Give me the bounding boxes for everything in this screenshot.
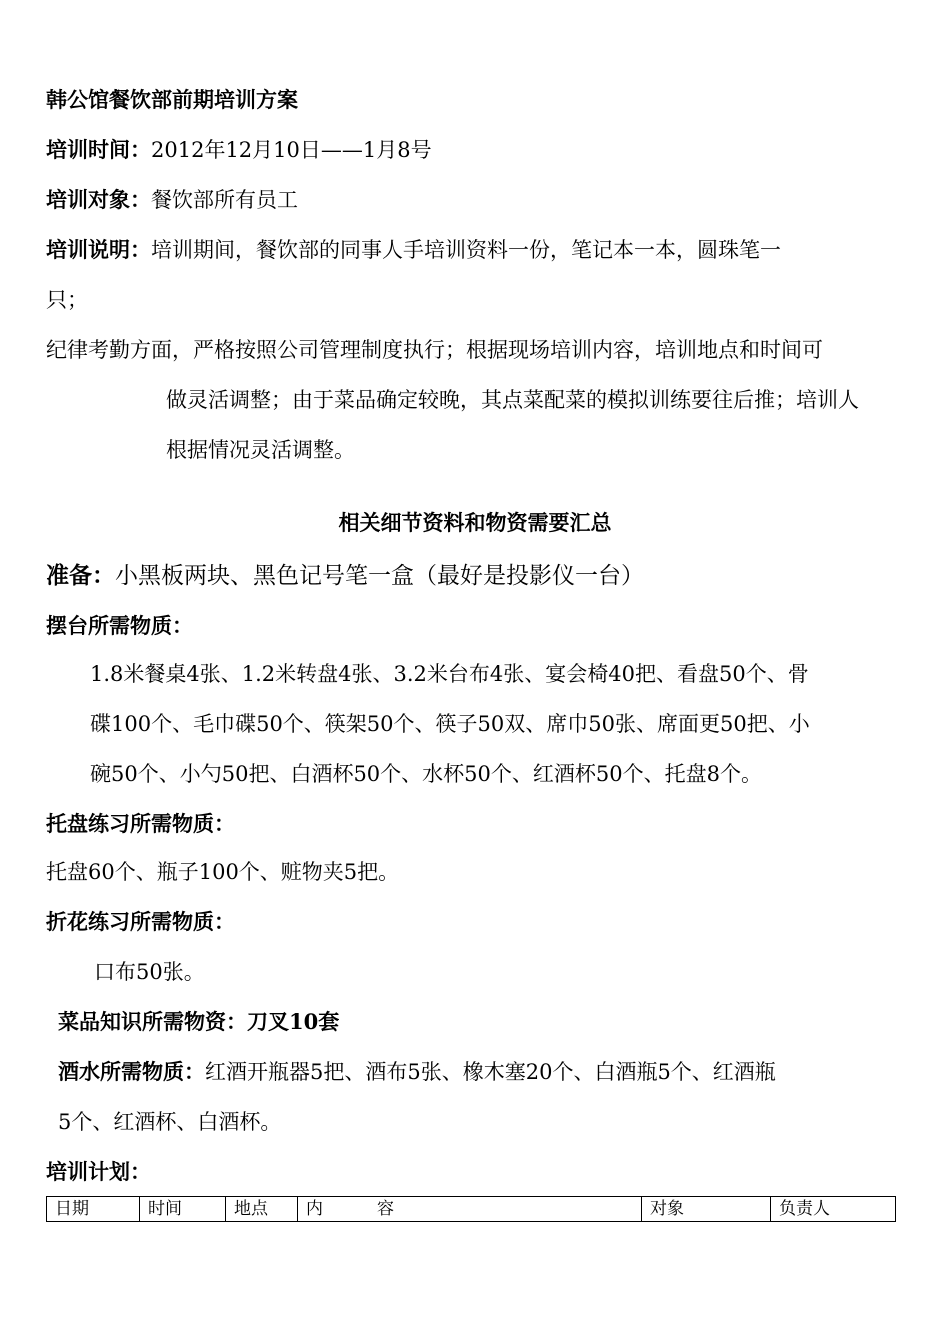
section-title: 相关细节资料和物资需要汇总 — [338, 510, 612, 535]
prepare-label: 准备： — [46, 562, 115, 589]
discipline-line3: 根据情况灵活调整。 — [166, 438, 355, 462]
prepare — [46, 560, 644, 592]
training-time-label: 培训时间： — [46, 137, 151, 162]
header-owner: 负责人 — [771, 1197, 896, 1222]
training-target-label: 培训对象： — [46, 187, 151, 212]
beverage-label: 酒水所需物质： — [58, 1059, 205, 1084]
header-content: 内 容 — [298, 1197, 642, 1222]
training-note-label: 培训说明： — [46, 237, 151, 262]
dish-knowledge: 菜品知识所需物资：刀叉10套 — [58, 1009, 340, 1034]
table-setting-line2: 碟100个、毛巾碟50个、筷架50个、筷子50双、席巾50张、席面更50把、小 — [90, 712, 810, 736]
training-target — [46, 186, 298, 214]
table-setting-line1: 1.8米餐桌4张、1.2米转盘4张、3.2米台布4张、宴会椅40把、看盘50个、骨 — [90, 662, 809, 686]
header-location: 地点 — [226, 1197, 298, 1222]
document-title: 韩公馆餐饮部前期培训方案 — [46, 87, 298, 112]
table-setting-line3: 碗50个、小勺50把、白酒杯50个、水杯50个、红酒杯50个、托盘8个。 — [90, 762, 762, 786]
napkin-folding-value: 口布50张。 — [94, 960, 205, 984]
training-time — [46, 136, 432, 164]
napkin-folding-label: 折花练习所需物质： — [46, 909, 235, 934]
training-note-line1: 培训期间，餐饮部的同事人手培训资料一份，笔记本一本，圆珠笔一 — [151, 238, 781, 262]
plan-label: 培训计划： — [46, 1159, 151, 1184]
beverage-line2: 5个、红酒杯、白酒杯。 — [58, 1110, 282, 1134]
discipline-line2: 做灵活调整；由于菜品确定较晚，其点菜配菜的模拟训练要往后推；培训人 — [166, 388, 859, 412]
discipline-line1: 纪律考勤方面，严格按照公司管理制度执行；根据现场培训内容，培训地点和时间可 — [46, 338, 823, 362]
table-header-row — [47, 1197, 896, 1222]
header-target: 对象 — [642, 1197, 771, 1222]
beverage — [58, 1058, 776, 1086]
tray-practice-label: 托盘练习所需物质： — [46, 811, 235, 836]
training-plan-table — [46, 1196, 896, 1222]
header-time: 时间 — [140, 1197, 226, 1222]
training-time-value: 2012年12月10日——1月8号 — [151, 138, 432, 162]
training-note — [46, 236, 781, 264]
training-target-value: 餐饮部所有员工 — [151, 188, 298, 212]
beverage-line1: 红酒开瓶器5把、酒布5张、橡木塞20个、白酒瓶5个、红酒瓶 — [205, 1060, 776, 1084]
prepare-value: 小黑板两块、黑色记号笔一盒（最好是投影仪一台） — [115, 563, 644, 589]
training-note-line2: 只； — [46, 288, 88, 312]
tray-practice-value: 托盘60个、瓶子100个、赃物夹5把。 — [46, 860, 400, 884]
table-setting-label: 摆台所需物质： — [46, 613, 193, 638]
header-date: 日期 — [47, 1197, 140, 1222]
